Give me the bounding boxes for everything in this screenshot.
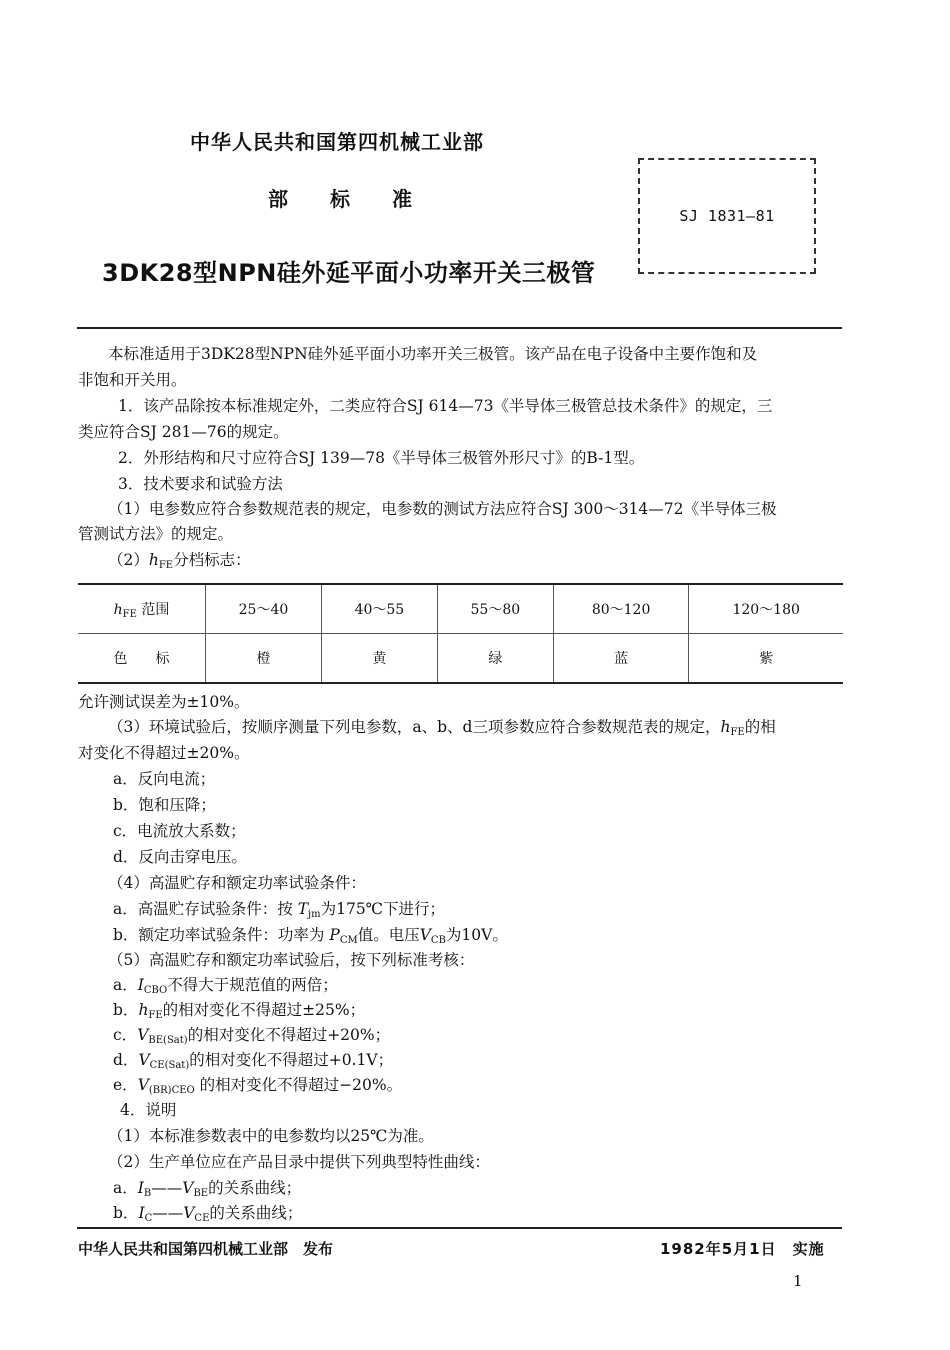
footer-issuer: 中华人民共和国第四机械工业部 发布 [78,1240,334,1258]
table-cell: 80～120 [553,584,689,634]
table-row [78,634,843,684]
list-item: a．$I_B——V_{BE}$的关系曲线； [113,1179,302,1199]
list-item: a．$I_{CBO}$不得大于规范值的两倍； [113,976,338,996]
standard-code-box [638,158,816,274]
document-title: 3DK28型NPN硅外延平面小功率开关三极管 [102,259,596,287]
list-item: c．$V_{BE(Sat)}$的相对变化不得超过+20%； [113,1026,391,1046]
paragraph: 对变化不得超过±20%。 [78,744,250,762]
paragraph: （4）高温贮存和额定功率试验条件： [108,874,366,892]
table-cell: 40～55 [321,584,437,634]
hfe-grading-table [78,583,843,684]
list-item: d．反向击穿电压。 [113,848,247,866]
standard-type [268,183,454,212]
paragraph: 允许测试误差为±10%。 [78,693,250,711]
paragraph: （5）高温贮存和额定功率试验后，按下列标准考核： [108,951,475,969]
paragraph: 本标准适用于3DK28型NPN硅外延平面小功率开关三极管。该产品在电子设备中主要作饱和及 [108,345,758,363]
paragraph: 类应符合SJ 281—76的规定。 [78,423,289,441]
header-divider [77,327,842,329]
paragraph: $(2)h_{FE}$分档标志： [108,551,251,571]
list-item: b．$h_{FE}$的相对变化不得超过±25%； [113,1001,366,1021]
ministry-name: 中华人民共和国第四机械工业部 [190,130,484,154]
table-cell: 黄 [321,634,437,684]
list-item: a．高温贮存试验条件：按 $T_{jm}$为175℃下进行； [113,900,446,920]
paragraph: （3）环境试验后，按顺序测量下列电参数，a、b、d三项参数应符合参数规范表的规定，$h_{FE}$的相 [108,718,776,738]
paragraph: （1）电参数应符合参数规范表的规定，电参数的测试方法应符合SJ 300～314—72《半导体三极 [108,500,777,518]
table-cell: 25～40 [206,584,322,634]
list-item: b．额定功率试验条件：功率为 $P_{CM}$值。电压$V_{CB}$为10V。 [113,926,508,946]
standard-code: SJ 1831—81 [679,207,775,225]
table-cell: 55～80 [437,584,553,634]
paragraph: 1．该产品除按本标准规定外，二类应符合SJ 614—73《半导体三极管总技术条件》的规定，三 [118,397,773,415]
paragraph: 管测试方法》的规定。 [78,525,234,543]
footer-effective-date: 1982年5月1日 实施 [660,1240,825,1258]
paragraph: 2．外形结构和尺寸应符合SJ 139—78《半导体三极管外形尺寸》的B-1型。 [118,449,645,467]
list-item: d．$V_{CE(Sat)}$的相对变化不得超过+0.1V； [113,1051,394,1071]
standard-type-char: 准 [392,187,412,211]
list-item: c．电流放大系数； [113,822,246,840]
paragraph: （2）生产单位应在产品目录中提供下列典型特性曲线： [108,1153,490,1171]
paragraph: （1）本标准参数表中的电参数均以25℃为准。 [108,1127,434,1145]
table-cell: 120～180 [689,584,843,634]
table-cell: 蓝 [553,634,689,684]
table-header-cell: 色 标 [113,651,170,667]
list-item: a．反向电流； [113,770,216,788]
list-item: b．饱和压降； [113,796,216,814]
section-heading: 3．技术要求和试验方法 [118,475,283,493]
footer-divider [77,1227,842,1229]
table-cell: 紫 [689,634,843,684]
table-cell: 绿 [437,634,553,684]
table-row [78,584,843,634]
section-heading: 4．说明 [120,1101,177,1119]
table-cell: 橙 [206,634,322,684]
list-item: b．$I_C——V_{CE}$的关系曲线； [113,1204,303,1224]
paragraph: 非饱和开关用。 [78,371,187,389]
page-number: 1 [793,1272,803,1290]
table-header-cell: $h_{FE}$ 范围 [78,584,206,634]
standard-type-char: 部 [268,187,288,211]
standard-type-char: 标 [330,187,350,211]
list-item: e．$V_{(BR)CEO}$ 的相对变化不得超过−20%。 [113,1076,403,1096]
